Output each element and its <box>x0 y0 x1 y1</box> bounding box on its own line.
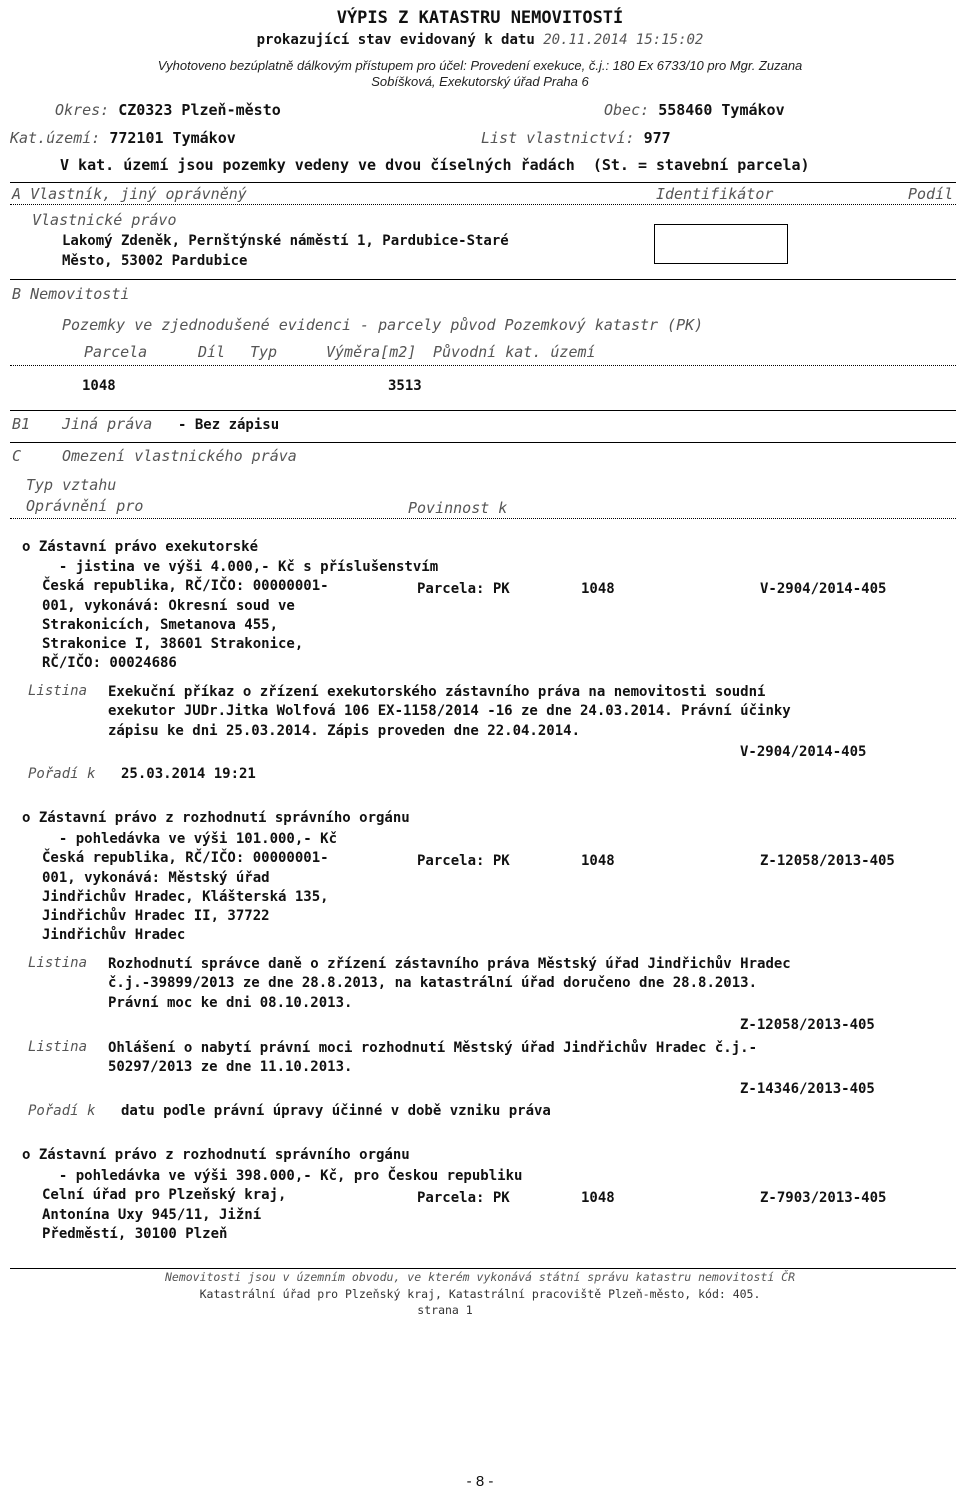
divider-c-sub <box>10 518 956 519</box>
entry-3-title: o Zástavní právo z rozhodnutí správního orgánu <box>22 1147 410 1163</box>
identifikator-box <box>654 224 788 264</box>
divider-c <box>10 442 956 443</box>
entry-2-listina-ref: Z-12058/2013-405 <box>740 1017 875 1033</box>
col-povinnost-k: Povinnost k <box>408 499 508 517</box>
entry-3-ref: Z-7903/2013-405 <box>760 1190 887 1206</box>
divider-b <box>10 279 956 280</box>
entry-1-parcela: Parcela: PK <box>417 581 510 597</box>
katuzemi-value: 772101 Tymákov <box>109 129 236 147</box>
obec-row <box>604 101 785 119</box>
section-b-letter: B <box>12 285 22 303</box>
divider-a-sub <box>10 204 956 205</box>
obec-value: 558460 Tymákov <box>658 101 785 119</box>
entry-3-parcela-no: 1048 <box>581 1190 615 1206</box>
entry-2-listina2-ref: Z-14346/2013-405 <box>740 1081 875 1097</box>
col-typ-vztahu: Typ vztahu <box>26 476 117 494</box>
entry-2-body: - pohledávka ve výši 101.000,- Kč Česká republika, RČ/IČO: 00000001- 001, vykonává: Městský úřad Jindřichův Hradec, Klášterská 135, Jindřichův Hradec II, 37722 Jindřichův Hradec <box>42 831 338 944</box>
entry-1-title: o Zástavní právo exekutorské <box>22 539 259 555</box>
entry-2-poradi-label: Pořadí k <box>28 1103 96 1119</box>
entry-1-parcela-no: 1048 <box>581 581 615 597</box>
section-c-letter: C <box>12 447 22 465</box>
section-a-letter: A <box>12 185 22 203</box>
section-b1-title: Jiná práva <box>62 415 153 433</box>
section-a-heading <box>12 185 247 203</box>
entry-1-listina-label: Listina <box>28 683 88 699</box>
col-parcela: Parcela <box>84 343 148 361</box>
entry-1-ref: V-2904/2014-405 <box>760 581 887 597</box>
parcel-number: 1048 <box>82 378 116 394</box>
entry-2-ref: Z-12058/2013-405 <box>760 853 895 869</box>
col-dil: Díl <box>198 343 226 361</box>
entry-1-poradi-label: Pořadí k <box>28 766 96 782</box>
entry-2-listina2: Ohlášení o nabytí právní moci rozhodnutí Městský úřad Jindřichův Hradec č.j.- 50297/2013 ze dne 11.10.2013. <box>108 1040 758 1076</box>
purpose-line-2: Sobíšková, Exekutorský úřad Praha 6 <box>371 74 589 89</box>
subtitle-date: 20.11.2014 15:15:02 <box>543 32 704 48</box>
katuzemi-label: Kat.území: <box>10 129 101 147</box>
parcel-series-note: V kat. území jsou pozemky vedeny ve dvou číselných řadách (St. = stavební parcela) <box>60 156 810 174</box>
divider-b-sub <box>10 365 956 366</box>
section-b1-letter: B1 <box>12 415 31 433</box>
entry-1-poradi: 25.03.2014 19:21 <box>121 766 256 782</box>
entry-2-parcela: Parcela: PK <box>417 853 510 869</box>
owner-line-1: Lakomý Zdeněk, Pernštýnské náměstí 1, Pardubice-Staré <box>62 233 509 249</box>
pozemky-heading: Pozemky ve zjednodušené evidenci - parcely původ Pozemkový katastr (PK) <box>62 316 704 334</box>
entry-3-parcela: Parcela: PK <box>417 1190 510 1206</box>
entry-2-listina: Rozhodnutí správce daně o zřízení zástavního práva Městský úřad Jindřichův Hradec č.j.-39899/2013 ze dne 28.8.2013, na katastrální úřad doručeno dne 28.8.2013. Právní moc ke dni 08.10.2013. <box>108 956 791 1011</box>
subtitle-label: prokazující stav evidovaný k datu <box>256 32 535 48</box>
katuzemi-row <box>10 129 236 147</box>
lv-value: 977 <box>643 129 671 147</box>
lv-label: List vlastnictví: <box>481 129 635 147</box>
purpose-line-1: Vyhotoveno bezúplatně dálkovým přístupem pro účel: Provedení exekuce, č.j.: 180 Ex 6733/10 pro Mgr. Zuzana <box>157 58 803 73</box>
section-b-title: Nemovitosti <box>30 285 130 303</box>
owner-line-2: Město, 53002 Pardubice <box>62 253 248 269</box>
entry-2-title: o Zástavní právo z rozhodnutí správního orgánu <box>22 810 410 826</box>
section-c-title: Omezení vlastnického práva <box>62 447 297 465</box>
col-typ: Typ <box>250 343 278 361</box>
section-b1-value: - Bez zápisu <box>178 417 280 433</box>
entry-2-poradi: datu podle právní úpravy účinné v době vzniku práva <box>121 1103 551 1119</box>
entry-2-parcela-no: 1048 <box>581 853 615 869</box>
okres-label: Okres: <box>55 101 110 119</box>
lv-row <box>481 129 671 147</box>
entry-1-listina-ref: V-2904/2014-405 <box>740 744 867 760</box>
parcel-area: 3513 <box>388 378 422 394</box>
entry-1-listina: Exekuční příkaz o zřízení exekutorského zástavního práva na nemovitosti soudní exekutor JUDr.Jitka Wolfová 106 EX-1158/2014 -16 ze dne 24.03.2014. Právní účinky zápisu ke dni 25.03.2014. Zápis proveden dne 22.04.2014. <box>108 684 791 739</box>
entry-2-listina-label: Listina <box>28 955 88 971</box>
footer-page-label: strana 1 <box>417 1303 473 1317</box>
document-title: VÝPIS Z KATASTRU NEMOVITOSTÍ <box>336 8 624 28</box>
vlastnicke-pravo-heading: Vlastnické právo <box>32 211 177 229</box>
footer-line-1: Nemovitosti jsou v územním obvodu, ve kterém vykonává státní správu katastru nemovitostí ČR <box>164 1270 796 1284</box>
footer-line-2: Katastrální úřad pro Plzeňský kraj, Katastrální pracoviště Plzeň-město, kód: 405. <box>199 1287 761 1301</box>
document-subtitle <box>0 32 960 48</box>
divider-a <box>10 182 956 183</box>
col-podil: Podíl <box>908 185 954 203</box>
col-identifikator: Identifikátor <box>656 185 774 203</box>
okres-value: CZ0323 Plzeň-město <box>118 101 281 119</box>
entry-2-listina2-label: Listina <box>28 1039 88 1055</box>
section-b-heading <box>12 285 129 303</box>
obec-label: Obec: <box>604 101 650 119</box>
col-puvodni-kat-uzemi: Původní kat. území <box>433 343 596 361</box>
footer-divider <box>10 1268 956 1269</box>
entry-3-body: - pohledávka ve výši 398.000,- Kč, pro Českou republiku Celní úřad pro Plzeňský kraj, Antonína Uxy 945/11, Jižní Předměstí, 30100 Plzeň <box>42 1168 523 1242</box>
divider-b1 <box>10 410 956 411</box>
page-number: - 8 - <box>466 1473 494 1490</box>
col-vymera: Výměra[m2] <box>326 343 417 361</box>
okres-row <box>55 101 281 119</box>
col-opravneni-pro: Oprávnění pro <box>26 497 144 515</box>
section-a-title: Vlastník, jiný oprávněný <box>30 185 247 203</box>
entry-1-body: - jistina ve výši 4.000,- Kč s příslušenstvím Česká republika, RČ/IČO: 00000001- 001, vykonává: Okresní soud ve Strakonicích, Smetanova 455, Strakonice I, 38601 Strakonice, RČ/IČO: 00024686 <box>42 559 439 672</box>
